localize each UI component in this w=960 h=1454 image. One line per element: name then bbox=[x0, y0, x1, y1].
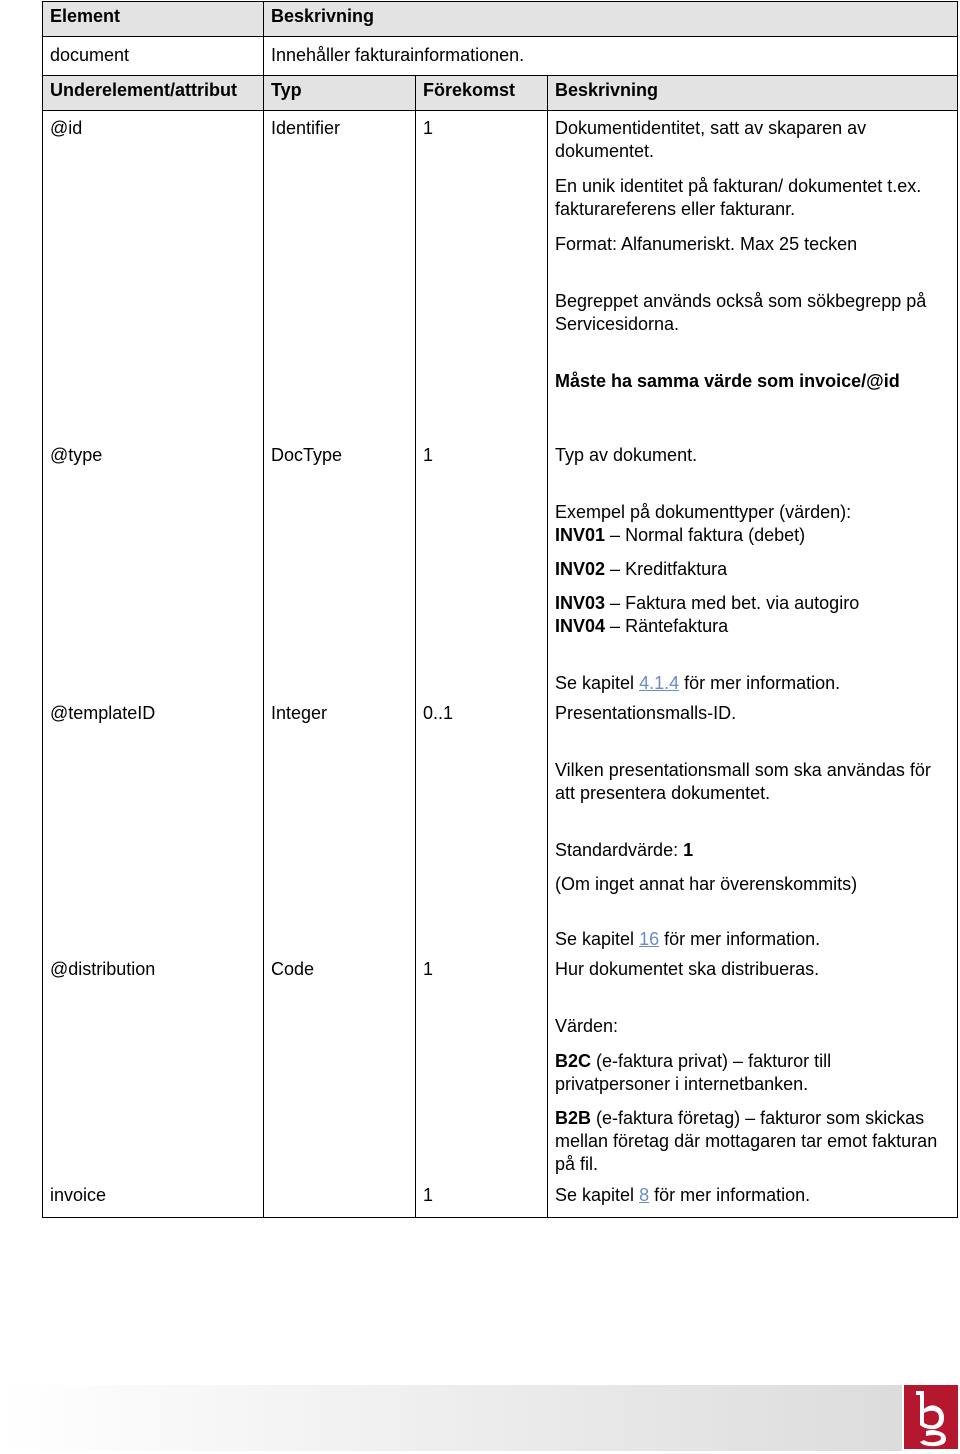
description-paragraph: Dokumentidentitet, satt av skaparen av dokumentet. bbox=[555, 118, 867, 161]
chapter-link[interactable]: 16 bbox=[639, 929, 660, 949]
attr-type: DocType bbox=[264, 438, 416, 696]
footer-logo-band bbox=[0, 1385, 960, 1451]
header-row-sub bbox=[43, 76, 958, 111]
doctype-dash: – bbox=[610, 525, 621, 545]
chapter-reference bbox=[555, 1184, 950, 1207]
attr-description bbox=[548, 1178, 958, 1218]
description-paragraph: Presentationsmalls-ID. bbox=[555, 703, 737, 723]
attr-name: @id bbox=[43, 111, 264, 439]
attr-type bbox=[264, 1178, 416, 1218]
table-row bbox=[43, 696, 958, 952]
doctype-text: Räntefaktura bbox=[625, 616, 729, 636]
attr-description bbox=[548, 952, 958, 1178]
attr-name: invoice bbox=[43, 1178, 264, 1218]
attr-name: @templateID bbox=[43, 696, 264, 952]
attr-description bbox=[548, 696, 958, 952]
attr-name: @distribution bbox=[43, 952, 264, 1178]
description-paragraph: Värden: bbox=[555, 1016, 619, 1036]
doctype-dash: – bbox=[610, 616, 621, 636]
document-description: Innehåller fakturainformationen. bbox=[264, 37, 958, 76]
header-element: Element bbox=[43, 2, 264, 37]
description-paragraph: En unik identitet på fakturan/ dokumentet t.ex. fakturareferens eller fakturanr. bbox=[555, 176, 922, 219]
attr-occurrence: 1 bbox=[416, 438, 548, 696]
header-sub-description: Beskrivning bbox=[548, 76, 958, 111]
distribution-value bbox=[555, 1107, 950, 1176]
header-occurrence: Förekomst bbox=[416, 76, 548, 111]
doctype-code-line bbox=[555, 592, 950, 615]
table-row bbox=[43, 111, 958, 439]
header-description: Beskrivning bbox=[264, 2, 958, 37]
attr-occurrence: 1 bbox=[416, 952, 548, 1178]
chapter-reference bbox=[555, 672, 950, 695]
table-row bbox=[43, 952, 958, 1178]
reference-suffix: för mer information. bbox=[679, 673, 841, 693]
reference-prefix: Se kapitel bbox=[555, 1185, 640, 1205]
doctype-dash: – bbox=[610, 593, 621, 613]
reference-prefix: Se kapitel bbox=[555, 929, 640, 949]
reference-suffix: för mer information. bbox=[659, 929, 821, 949]
doctype-text: Normal faktura (debet) bbox=[625, 525, 806, 545]
distribution-code: B2B bbox=[555, 1108, 592, 1128]
header-row-element bbox=[43, 2, 958, 37]
distribution-code: B2C bbox=[555, 1051, 592, 1071]
chapter-link[interactable]: 4.1.4 bbox=[639, 673, 680, 693]
doctype-dash: – bbox=[610, 559, 621, 579]
table-row bbox=[43, 1178, 958, 1218]
description-paragraph: Format: Alfanumeriskt. Max 25 tecken bbox=[555, 234, 858, 254]
attr-type: Identifier bbox=[264, 111, 416, 439]
document-row bbox=[43, 37, 958, 76]
default-value-number: 1 bbox=[683, 840, 694, 860]
description-paragraph: Begreppet används också som sökbegrepp på Servicesidorna. bbox=[555, 291, 927, 334]
header-type: Typ bbox=[264, 76, 416, 111]
document-name: document bbox=[43, 37, 264, 76]
attr-description bbox=[548, 438, 958, 696]
attr-occurrence: 1 bbox=[416, 111, 548, 439]
chapter-reference bbox=[555, 928, 950, 951]
doctype-code: INV01 bbox=[555, 525, 606, 545]
chapter-link[interactable]: 8 bbox=[639, 1185, 650, 1205]
table-row bbox=[43, 438, 958, 696]
distribution-text: (e-faktura företag) – fakturor som skickas mellan företag där mottagaren tar emot fakturan på fil. bbox=[555, 1108, 938, 1174]
description-paragraph: Vilken presentationsmall som ska användas för att presentera dokumentet. bbox=[555, 760, 931, 803]
doctype-code-line bbox=[555, 615, 950, 638]
doctype-code-line bbox=[555, 558, 950, 581]
doctype-code: INV02 bbox=[555, 559, 606, 579]
doctype-code-line bbox=[555, 524, 950, 547]
footer-gradient-bar bbox=[0, 1385, 902, 1451]
default-value bbox=[555, 839, 950, 862]
reference-suffix: för mer information. bbox=[649, 1185, 811, 1205]
description-note: Måste ha samma värde som invoice/@id bbox=[555, 371, 900, 391]
attr-occurrence: 1 bbox=[416, 1178, 548, 1218]
reference-prefix: Se kapitel bbox=[555, 673, 640, 693]
description-paragraph: (Om inget annat har överenskommits) bbox=[555, 874, 858, 894]
distribution-value bbox=[555, 1050, 950, 1096]
element-spec-table bbox=[42, 1, 958, 1218]
default-value-label: Standardvärde: bbox=[555, 840, 684, 860]
doctype-text: Kreditfaktura bbox=[625, 559, 728, 579]
attr-type: Code bbox=[264, 952, 416, 1178]
doctype-code: INV03 bbox=[555, 593, 606, 613]
attr-occurrence: 0..1 bbox=[416, 696, 548, 952]
description-paragraph: Hur dokumentet ska distribueras. bbox=[555, 959, 820, 979]
description-paragraph: Exempel på dokumenttyper (värden): bbox=[555, 502, 852, 522]
bg-logo-icon bbox=[904, 1385, 958, 1449]
attr-name: @type bbox=[43, 438, 264, 696]
header-sub: Underelement/attribut bbox=[43, 76, 264, 111]
doctype-text: Faktura med bet. via autogiro bbox=[625, 593, 860, 613]
attr-type: Integer bbox=[264, 696, 416, 952]
description-paragraph: Typ av dokument. bbox=[555, 445, 698, 465]
attr-description bbox=[548, 111, 958, 439]
doctype-code: INV04 bbox=[555, 616, 606, 636]
distribution-text: (e-faktura privat) – fakturor till privatpersoner i internetbanken. bbox=[555, 1051, 832, 1094]
